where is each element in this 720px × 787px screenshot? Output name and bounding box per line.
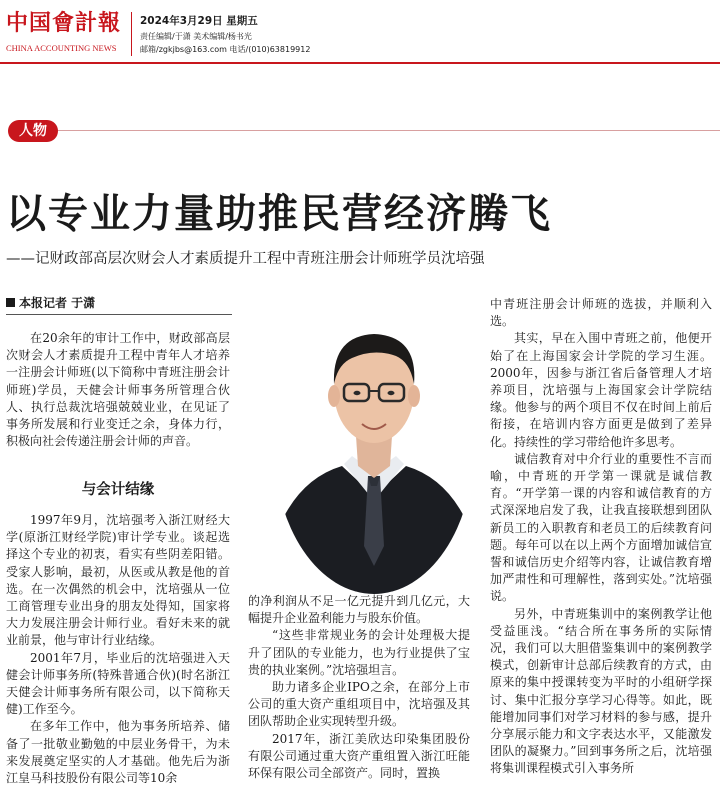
newspaper-title-en: CHINA ACCOUNTING NEWS [6, 43, 117, 53]
intro-text [6, 330, 230, 450]
square-bullet-icon [6, 298, 15, 307]
paragraph: 在多年工作中，他为事务所培养、储备了一批敬业勤勉的中层业务骨干，为未来发展奠定坚实的人才基础。他先后为浙江皇马科技股份有限公司等10余 [6, 719, 230, 786]
section-tag: 人物 [8, 120, 58, 142]
paragraph: “这些非常规业务的会计处理极大提升了团队的专业能力，也为行业提供了宝贵的执业案例。”沈培强坦言。 [248, 628, 470, 677]
paragraph: 在20余年的审计工作中，财政部高层次财会人才素质提升工程中青年人才培养一注册会计师班(以下简称中青班注册会计师班)学员，天健会计师事务所管理合伙人、执行总裁沈培强兢兢业业，在见证了事务所发展和行业变迁之余，身体力行，积极向社会传递注册会计师的声音。 [6, 331, 230, 449]
masthead-rule [0, 62, 720, 64]
editors-line: 责任编辑/于潇 美术编辑/杨书光 [140, 32, 252, 41]
paragraph: 中青班注册会计师班的选拔，并顺利入选。 [490, 297, 712, 329]
byline [6, 294, 95, 311]
contact-line: 邮箱/zgkjbs@163.com 电话/(010)63819912 [140, 45, 311, 54]
paragraph: 的净利润从不足一亿元提升到几亿元，大幅提升企业盈利能力与股东价值。 [248, 594, 470, 626]
paragraph: 1997年9月，沈培强考入浙江财经大学(原浙江财经学院)审计学专业。谈起选择这个专业的初衷，看实有些阴差阳错。受家人影响，最初，从医或从教是他的首选。在一次偶然的机会中，沈培强从一位工商管理专业出身的朋友处得知，国家将大力发展注册会计师行业。看好未来的就业前景，他与审计行业结缘。 [6, 513, 230, 648]
section-heading: 与会计结缘 [81, 482, 155, 498]
paragraph: 2017年，浙江美欣达印染集团股份有限公司通过重大资产重组置入浙江旺能环保有限公司全部资产。同时，置换 [248, 731, 470, 781]
paragraph: 诚信教育对中介行业的重要性不言而喻，中青班的开学第一课就是诚信教育。“开学第一课的内容和诚信教育的方式深深地启发了我，让我直接联想到团队新员工的入职教育和老员工的后续教育问题。每年可以在以上两个方面增加诚信宣誓和诚信历史介绍等内容，让诚信教育增加严肃性和可理解性，落到实处。”沈培强说。 [490, 451, 712, 604]
paragraph: 2001年7月，毕业后的沈培强进入天健会计师事务所(特殊普通合伙)(时名浙江天健会计师事务所有限公司，以下简称天健)工作至今。 [6, 650, 230, 717]
subheadline: ——记财政部高层次财会人才素质提升工程中青班注册会计师班学员沈培强 [6, 251, 485, 267]
byline-text: 本报记者 于潇 [19, 296, 96, 310]
portrait-photo [272, 296, 476, 596]
paragraph: 其实，早在入围中青班之前，他便开始了在上海国家会计学院的学习生涯。2000年，因参与浙江省后备管理人才培养项目，沈培强与上海国家会计学院结缘。他参与的两个项目不仅在时间上前后衔接，在培训内容方面更是做到了差异化。持续性的学习带给他许多思考。 [490, 331, 712, 449]
section-rule [54, 130, 720, 131]
paragraph: 另外，中青班集训中的案例教学让他受益匪浅。“结合所在事务所的实际情况，我们可以大胆借鉴集训中的案例教学模式，创新审计总部后续教育的方式，由原来的集中授课转变为平时的小组研学探讨、集中汇报分享学习心得等。如此，既能增加同事们对学习材料的参与感，提升分享展示能力和文字表达水平，又能激发团队的凝聚力。”回到事务所之后，沈培强将集训课程模式引入事务所 [490, 606, 712, 776]
column-1-body [6, 512, 230, 787]
newspaper-title: 中国會計報 [6, 10, 122, 36]
byline-rule [6, 314, 232, 315]
column-3-body [490, 296, 712, 778]
headline: 以专业力量助推民营经济腾飞 [6, 191, 552, 237]
issue-date: 2024年3月29日 星期五 [140, 15, 258, 27]
paragraph: 助力诸多企业IPO之余，在部分上市公司的重大资产重组项目中，沈培强及其团队帮助企业实现转型升级。 [248, 680, 470, 729]
masthead-divider [131, 12, 132, 56]
column-2-body [248, 593, 470, 782]
